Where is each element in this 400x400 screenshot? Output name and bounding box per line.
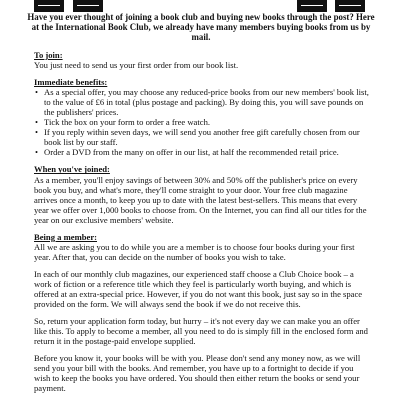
paragraph: So, return your application form today, but hurry – it's not every day we can make you an offer like this. To apply to become a member, all you need to do is simply fill in the enclosed form and return it in the postage-paid envelope supplied.: [34, 316, 368, 347]
being-member-section: [34, 232, 369, 262]
when-joined-section: [34, 164, 369, 224]
benefits-list: [34, 87, 369, 157]
document-body: [34, 50, 369, 400]
book-icon: [73, 0, 103, 12]
intro-text: Have you ever thought of joining a book club and buying new books through the post? Here at the International Book Club, we already have many members buying books from us by mail.: [27, 12, 375, 43]
being-member-heading: Being a member:: [34, 231, 98, 242]
to-join-heading: To join:: [34, 50, 63, 60]
when-joined-heading: When you've joined:: [34, 164, 110, 175]
book-icon: [34, 0, 64, 12]
to-join-text: You just need to send us your first order from our book list.: [34, 60, 239, 71]
book-icon: [297, 0, 327, 12]
to-join-section: [34, 50, 369, 70]
immediate-benefits-heading: Immediate benefits:: [34, 77, 108, 88]
benefit-item: • Order a DVD from the many on offer in our list, at half the recommended retail price.: [44, 147, 369, 157]
paragraph: In each of our monthly club magazines, our experienced staff choose a Club Choice book – a work of fiction or a reference title which they feel is particularly worth buying, and which is offered at an extra-special price. However, if you do not want this book, just say so in the space provided on the form. We will always send the book if we do not receive this.: [34, 268, 363, 310]
being-member-text: All we are asking you to do while you are a member is to choose four books during your first year. After that, you can decide on the number of books you wish to take.: [34, 241, 355, 262]
immediate-benefits-section: [34, 77, 369, 157]
benefit-item: • If you reply within seven days, we will send you another free gift carefully chosen from our book list by our staff.: [44, 127, 369, 147]
header-icons: [0, 0, 400, 10]
when-joined-text: As a member, you'll enjoy savings of between 30% and 50% off the publisher's price on every book you buy, and what's more, they'll come straight to your door. Your free club magazine arrives once a month, to keep you up to date with the latest best-sellers. This means that every year we offer over 1,000 books to choose from. On the Internet, you can find all our titles for the year on our exclusive members' website.: [34, 174, 367, 225]
paragraph: Before you know it, your books will be with you. Please don't send any money now, as we will send you your bill with the books. And remember, you have up to a fortnight to decide if you wish to keep the books you have ordered. You should then either return the books or send your payment.: [34, 353, 361, 394]
book-icon: [335, 0, 365, 12]
benefit-item: • Tick the box on your form to order a free watch.: [44, 117, 369, 127]
benefit-item: • As a special offer, you may choose any reduced-price books from our new members' book list, to the value of £6 in total (plus postage and packing). By doing this, you will save pounds on the publishers' prices.: [44, 87, 369, 117]
